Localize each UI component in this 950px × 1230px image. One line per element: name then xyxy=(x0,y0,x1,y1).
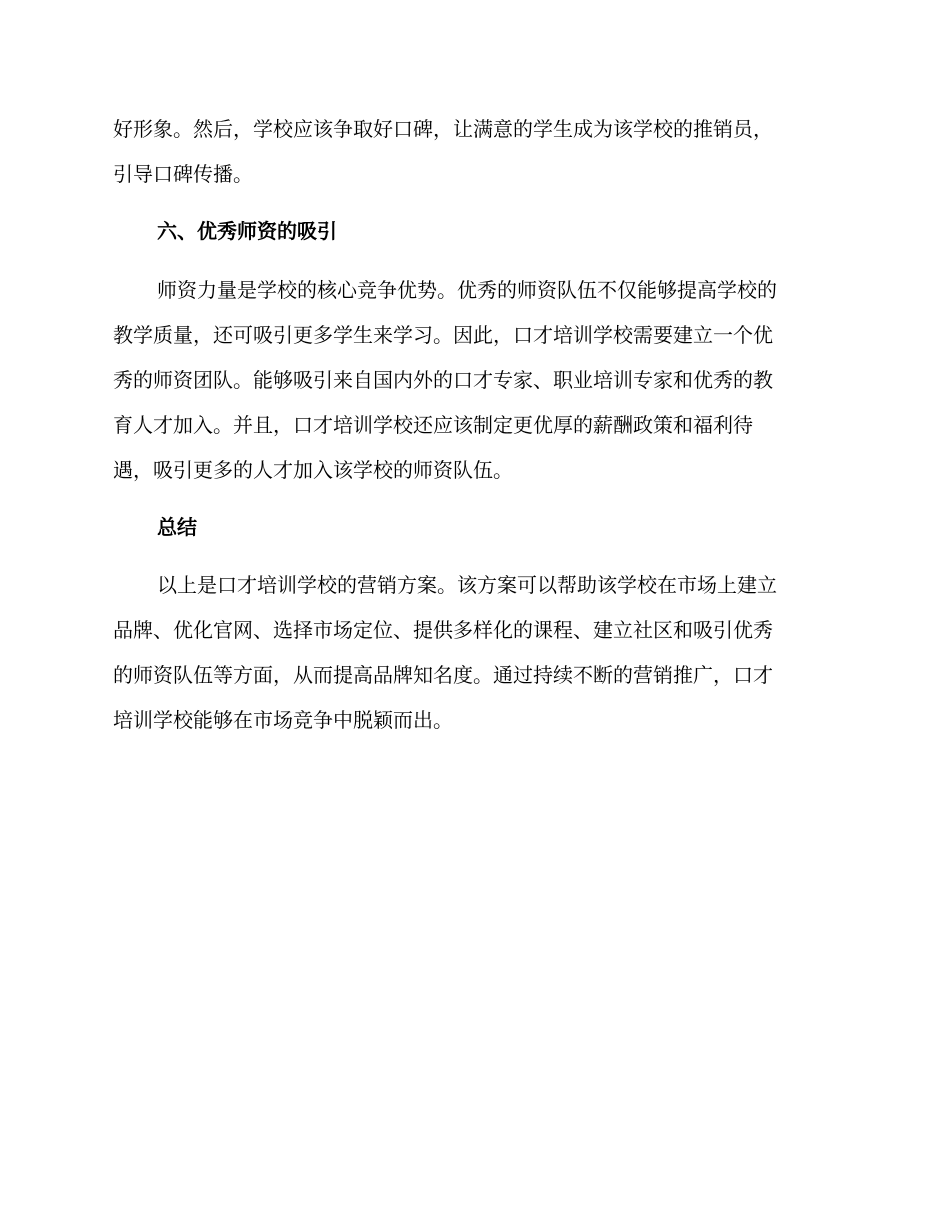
section-heading-summary: 总结 xyxy=(157,515,197,539)
paragraph-line: 育人才加入。并且，口才培训学校还应该制定更优厚的薪酬政策和福利待 xyxy=(113,413,753,437)
section-heading-teachers: 六、优秀师资的吸引 xyxy=(157,219,337,243)
paragraph-line: 引导口碑传播。 xyxy=(113,162,253,186)
paragraph-line: 遇，吸引更多的人才加入该学校的师资队伍。 xyxy=(113,458,513,482)
paragraph-line: 师资力量是学校的核心竞争优势。优秀的师资队伍不仅能够提高学校的 xyxy=(157,278,777,302)
paragraph-line: 秀的师资团队。能够吸引来自国内外的口才专家、职业培训专家和优秀的教 xyxy=(113,368,773,392)
paragraph-line: 培训学校能够在市场竞争中脱颖而出。 xyxy=(113,708,453,732)
paragraph-line: 品牌、优化官网、选择市场定位、提供多样化的课程、建立社区和吸引优秀 xyxy=(113,618,773,642)
paragraph-line: 的师资队伍等方面，从而提高品牌知名度。通过持续不断的营销推广，口才 xyxy=(113,663,773,687)
paragraph-line: 以上是口才培训学校的营销方案。该方案可以帮助该学校在市场上建立 xyxy=(157,573,777,597)
paragraph-line: 教学质量，还可吸引更多学生来学习。因此，口才培训学校需要建立一个优 xyxy=(113,323,773,347)
paragraph-line: 好形象。然后，学校应该争取好口碑，让满意的学生成为该学校的推销员， xyxy=(113,117,773,141)
